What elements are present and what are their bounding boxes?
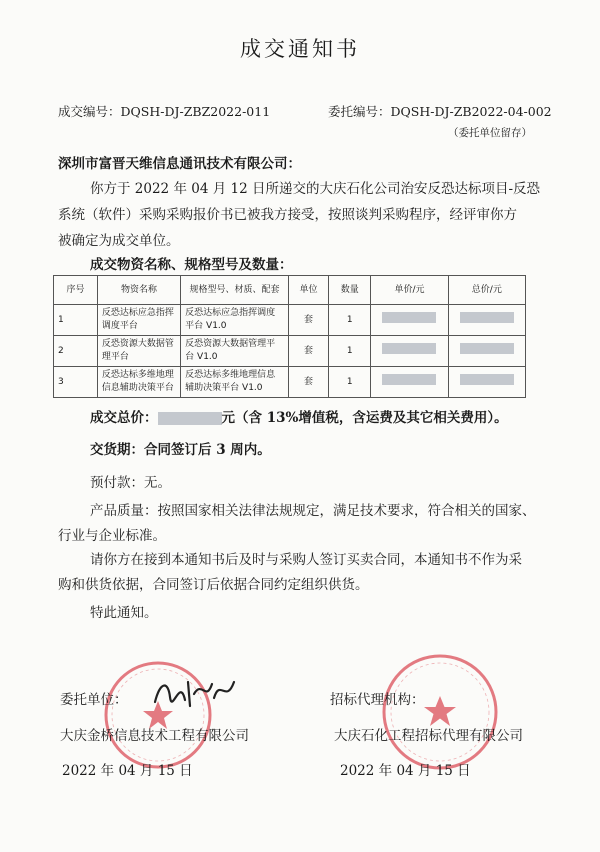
agency-name: 大庆石化工程招标代理有限公司	[334, 728, 523, 744]
table-row	[54, 367, 526, 398]
closing: 特此通知。	[90, 605, 158, 621]
col-total-header: 总价/元	[448, 276, 525, 305]
col-spec-header: 规格型号、材质、配套	[181, 276, 289, 305]
col-qty-header: 数量	[329, 276, 371, 305]
total-redacted	[158, 412, 222, 425]
row-price-redacted	[371, 305, 448, 336]
document-title: 成交通知书	[240, 37, 360, 61]
row-unit: 套	[288, 367, 328, 398]
row-spec: 反恐资源大数据管理平台 V1.0	[181, 336, 289, 367]
entrust-unit-label: 委托单位：	[60, 692, 128, 708]
table-header-row	[54, 276, 526, 305]
col-no-header: 序号	[54, 276, 98, 305]
row-qty: 1	[329, 367, 371, 398]
recipient: 深圳市富晋天维信息通讯技术有限公司：	[58, 156, 301, 172]
delivery-term: 交货期：合同签订后 3 周内。	[90, 442, 271, 458]
col-price-header: 单价/元	[371, 276, 448, 305]
intro-line-3: 被确定为成交单位。	[58, 233, 180, 249]
row-qty: 1	[329, 336, 371, 367]
row-qty: 1	[329, 305, 371, 336]
row-name: 反恐达标应急指挥调度平台	[97, 305, 180, 336]
row-no: 2	[54, 336, 98, 367]
row-unit: 套	[288, 305, 328, 336]
entrust-unit-name: 大庆金桥信息技术工程有限公司	[60, 728, 249, 744]
row-total-redacted	[448, 367, 525, 398]
entrust-note: （委托单位留存）	[448, 127, 532, 139]
row-no: 3	[54, 367, 98, 398]
total-price	[90, 406, 508, 426]
row-spec: 反恐达标多维地理信息辅助决策平台 V1.0	[181, 367, 289, 398]
quality-line-2: 行业与企业标准。	[58, 528, 166, 544]
agency-seal-icon	[378, 650, 502, 774]
row-name: 反恐资源大数据管理平台	[97, 336, 180, 367]
intro-line-1: 你方于 2022 年 04 月 12 日所递交的大庆石化公司治安反恐达标项目-反恐	[90, 181, 541, 197]
row-total-redacted	[448, 305, 525, 336]
row-total-redacted	[448, 336, 525, 367]
row-no: 1	[54, 305, 98, 336]
agency-label: 招标代理机构：	[330, 692, 425, 708]
row-price-redacted	[371, 367, 448, 398]
total-label: 成交总价：	[90, 410, 158, 426]
items-table	[53, 275, 526, 398]
row-name: 反恐达标多维地理信息辅助决策平台	[97, 367, 180, 398]
request-line-1: 请你方在接到本通知书后及时与采购人签订买卖合同，本通知书不作为采	[90, 552, 522, 568]
deal-number: 成交编号：DQSH-DJ-ZBZ2022-011	[58, 104, 271, 119]
items-heading: 成交物资名称、规格型号及数量：	[90, 257, 293, 273]
row-price-redacted	[371, 336, 448, 367]
row-unit: 套	[288, 336, 328, 367]
entrust-date: 2022 年 04 月 15 日	[62, 763, 193, 779]
signature-icon	[150, 672, 240, 712]
intro-line-2: 系统（软件）采购采购报价书已被我方接受，按照谈判采购程序，经评审你方	[58, 207, 517, 223]
request-line-2: 购和供货依据，合同签订后依据合同约定组织供货。	[58, 577, 369, 593]
entrust-number: 委托编号：DQSH-DJ-ZB2022-04-002	[328, 104, 552, 119]
prepayment: 预付款：无。	[90, 475, 171, 491]
table-row	[54, 336, 526, 367]
col-unit-header: 单位	[288, 276, 328, 305]
quality-line-1: 产品质量：按照国家相关法律法规规定，满足技术要求，符合相关的国家、	[90, 503, 536, 519]
total-suffix: 元（含 13%增值税，含运费及其它相关费用）。	[221, 410, 508, 426]
row-spec: 反恐达标应急指挥调度平台 V1.0	[181, 305, 289, 336]
col-name-header: 物资名称	[97, 276, 180, 305]
table-row	[54, 305, 526, 336]
agency-date: 2022 年 04 月 15 日	[340, 763, 471, 779]
